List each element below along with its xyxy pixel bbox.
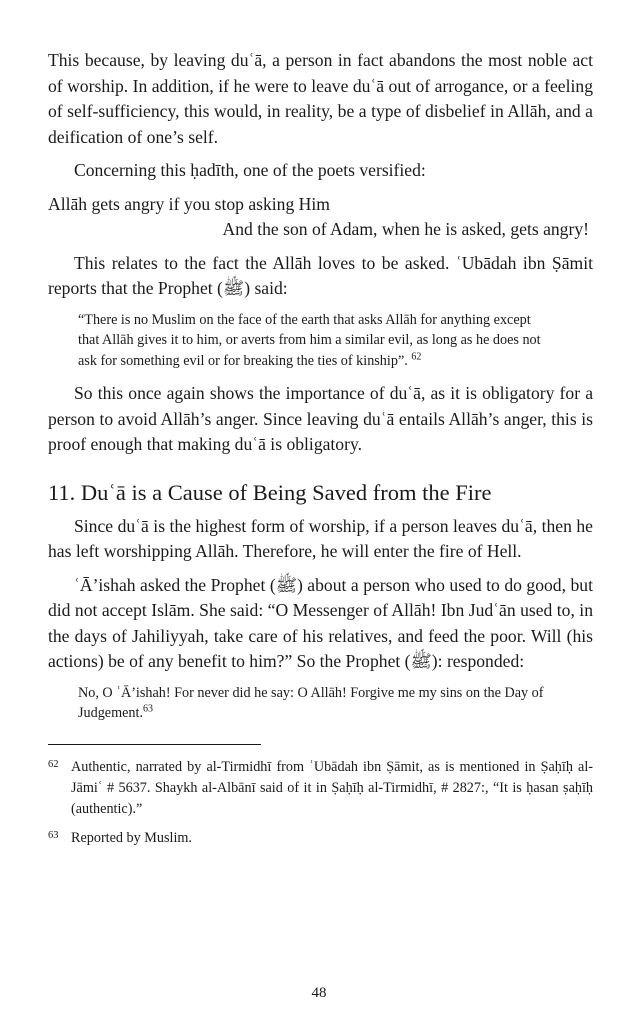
footnote-63 [48,828,593,849]
quote-2-text: No, O ʿĀ’ishah! For never did he say: O Allāh! Forgive me my sins on the Day of Judgement. [78,684,544,721]
footnote-ref-63[interactable]: 63 [143,703,154,715]
paragraph-1: This because, by leaving duʿā, a person in fact abandons the most noble act of worship. In addition, if he were to leave duʿā out of arrogance, or a feeling of self-sufficiency, this would, in reality, be a type of disbelief in Allāh, and a deification of one’s self. [48,50,593,147]
footnote-62 [48,757,593,820]
footnote-text: Authentic, narrated by al-Tirmidhī from ʿUbādah ibn Ṣāmit, as is mentioned in Ṣaḥīḥ al-Jāmiʿ # 5637. Shaykh al-Albānī said of it in Ṣaḥīḥ al-Tirmidhī, # 2827:, “It is ḥasan ṣaḥīḥ (authentic).” [71,758,593,817]
block-quote-2 [78,683,563,724]
verse [48,192,593,243]
footnote-divider [48,744,261,745]
paragraph-6: ʿĀ’ishah asked the Prophet (ﷺ) about a person who used to do good, but did not accept Islām. She said: “O Messenger of Allāh! Ibn Judʿān used to, in the days of Jahiliyyah, take care of his relatives, and feed the poor. Will (his actions) be of any benefit to him?” So the Prophet (ﷺ): responded: [48,574,593,671]
section-heading: 11. Duʿā is a Cause of Being Saved from the Fire [48,479,492,505]
footnote-text: Reported by Muslim. [71,829,192,846]
footnote-ref-62[interactable]: 62 [411,350,422,362]
block-quote-1 [78,310,543,372]
paragraph-3: This relates to the fact the Allāh loves to be asked. ʿUbādah ibn Ṣāmit reports that the Prophet (ﷺ) said: [48,252,593,298]
footnote-number: 62 [48,758,59,770]
quote-1-text: “There is no Muslim on the face of the earth that asks Allāh for anything except that Allāh gives it to him, or averts from him a similar evil, as long as he does not ask for something evil or for breaking the ties of kinship”. [78,311,541,369]
paragraph-4: So this once again shows the importance of duʿā, as it is obligatory for a person to avoid Allāh’s anger. Since leaving duʿā entails Allāh’s anger, this is proof enough that making duʿā is obligatory. [48,383,593,454]
page-body [48,48,593,857]
verse-line-2: And the son of Adam, when he is asked, gets angry! [222,219,589,239]
page-number: 48 [311,985,327,1001]
footnote-number: 63 [48,829,59,841]
paragraph-5: Since duʿā is the highest form of worship, if a person leaves duʿā, then he has left worshipping Allāh. Therefore, he will enter the fire of Hell. [48,515,593,561]
paragraph-2: Concerning this ḥadīth, one of the poets versified: [74,160,426,180]
verse-line-1: Allāh gets angry if you stop asking Him [48,193,330,214]
